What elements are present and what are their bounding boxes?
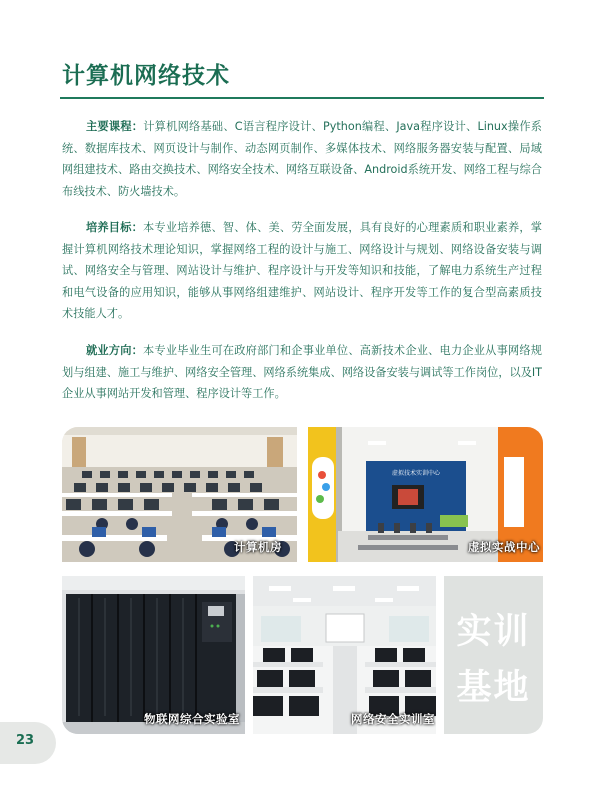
paragraph-employment xyxy=(62,340,542,405)
caption-iot-lab: 物联网综合实验室 xyxy=(144,712,240,726)
caption-security-lab: 网络安全实训室 xyxy=(351,712,435,726)
paragraph-main-courses xyxy=(62,116,542,202)
main-courses-text: 计算机网络基础、C语言程序设计、Python编程、Java程序设计、Linux操作系统、数据库技术、网页设计与制作、动态网页制作、多媒体技术、网络服务器安装与配置、局域网组建技术、路由交换技术、网络安全技术、网络互联设备、Android系统开发、网络工程与综合布线技术、防火墙技术。 xyxy=(62,120,542,198)
badge-line-1: 实训 xyxy=(456,612,531,652)
badge-line-2: 基地 xyxy=(456,668,531,708)
caption-virtual-center: 虚拟实战中心 xyxy=(468,540,540,554)
photo-virtual-center xyxy=(308,427,543,562)
page-title: 计算机网络技术 xyxy=(62,63,230,89)
training-goal-text: 本专业培养德、智、体、美、劳全面发展，具有良好的心理素质和职业素养，掌握计算机网络技术理论知识，掌握网络工程的设计与施工、网络设计与规划、网络设备安装与调试、网络安全与管理、网站设计与维护、程序设计与开发等知识和技能，了解电力系统生产过程和电气设备的应用知识，能够从事网络组建维护、网站设计、程序开发等工作的复合型高素质技术技能人才。 xyxy=(62,221,542,320)
virtual-center-sign: 虚拟技术实训中心 xyxy=(391,470,441,477)
photo-computer-lab xyxy=(62,427,297,562)
photo-iot-lab xyxy=(62,576,245,734)
caption-computer-lab: 计算机房 xyxy=(234,540,282,554)
training-base-badge xyxy=(444,576,543,734)
main-courses-label: 主要课程： xyxy=(86,120,144,133)
photo-security-lab xyxy=(253,576,436,734)
paragraph-training-goal xyxy=(62,217,542,325)
training-goal-label: 培养目标： xyxy=(86,221,144,234)
title-divider xyxy=(60,97,544,99)
page-number: 23 xyxy=(15,733,35,748)
employment-text: 本专业毕业生可在政府部门和企事业单位、高新技术企业、电力企业从事网络规划与组建、施工与维护、网络安全管理、网络系统集成、网络设备安装与调试等工作岗位，以及IT企业从事网站开发和管理、程序设计等工作。 xyxy=(62,344,543,400)
employment-label: 就业方向： xyxy=(86,344,144,357)
